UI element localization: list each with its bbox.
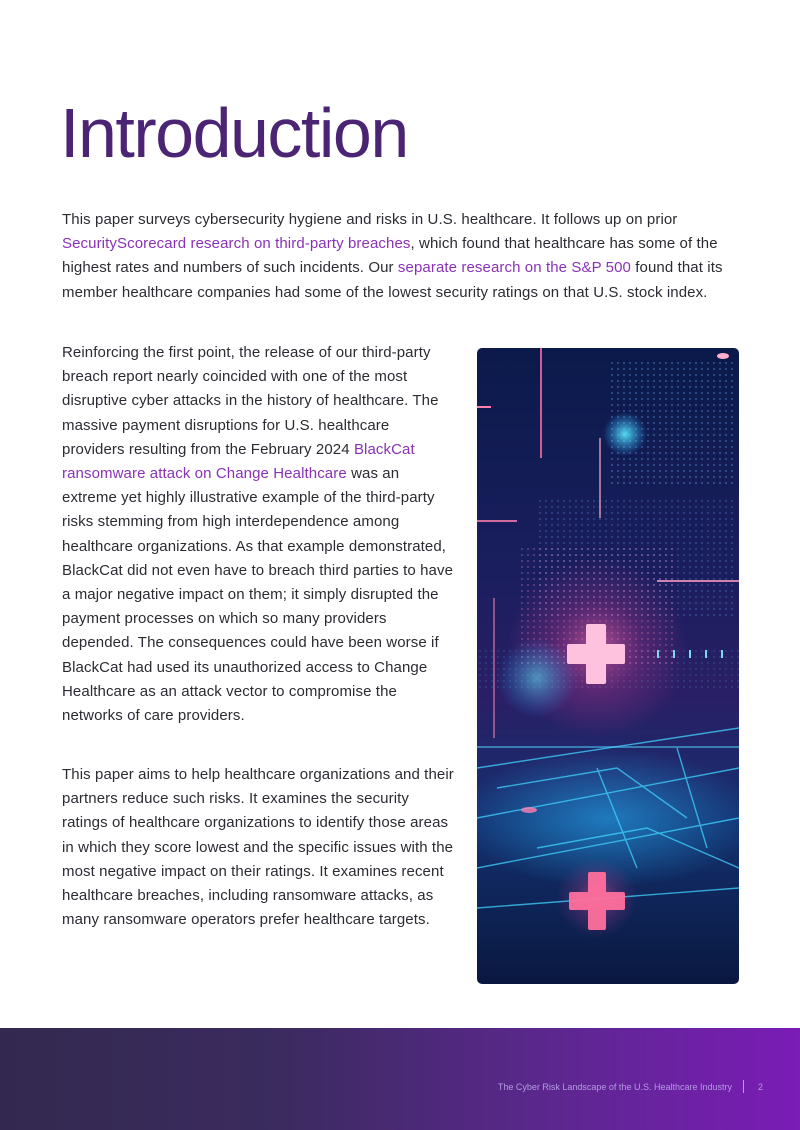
second-text-2: was an extreme yet highly illustrative example of the third-party risks stemming from high interdependence among healthcare organizations. As that example demonstrated, BlackCat did not even have to breach third parties to have a major negative impact on them; it simply disrupted the payment processes on which so many providers depended. The consequences could have been worse if BlackCat had used its unauthorized access to Change Healthcare as an attack vector to compromise the networks of care providers. bbox=[62, 465, 454, 725]
hero-image-healthcare-cyber bbox=[477, 348, 739, 984]
footer-divider bbox=[743, 1080, 744, 1093]
footer-page-number: 2 bbox=[757, 1082, 763, 1092]
footer-doc-title: The Cyber Risk Landscape of the U.S. Healthcare Industry bbox=[497, 1082, 732, 1092]
third-paragraph: This paper aims to help healthcare organizations and their partners reduce such risks. It examines the security ratings of healthcare organizations to identify those areas in which they score lowest and the specific issues with the most negative impact on their ratings. It examines recent healthcare breaches, including ransomware attacks, as many ransomware operators prefer healthcare targets. bbox=[62, 766, 454, 929]
page-title: Introduction bbox=[60, 94, 408, 172]
second-text-1: Reinforcing the first point, the release of our third-party breach report nearly coincided with one of the most disruptive cyber attacks in the history of healthcare. The massive payment disruptions for U.S. healthcare providers resulting from the February 2024 bbox=[62, 344, 439, 458]
page-footer bbox=[0, 1028, 800, 1130]
intro-paragraph bbox=[62, 208, 738, 305]
intro-text-3: found that its member healthcare companies had some of the lowest security ratings on that U.S. stock index. bbox=[62, 259, 723, 301]
link-third-party-breaches[interactable]: SecurityScorecard research on third-party breaches bbox=[62, 235, 411, 253]
intro-text-2: , which found that healthcare has some of the highest rates and numbers of such incidents. Our bbox=[62, 235, 718, 277]
intro-text-1: This paper surveys cybersecurity hygiene and risks in U.S. healthcare. It follows up on prior bbox=[62, 211, 678, 228]
link-sp500-research[interactable]: separate research on the S&P 500 bbox=[397, 259, 631, 277]
second-paragraph bbox=[62, 341, 454, 728]
link-blackcat-attack[interactable]: BlackCat ransomware attack on Change Healthcare bbox=[62, 440, 415, 483]
